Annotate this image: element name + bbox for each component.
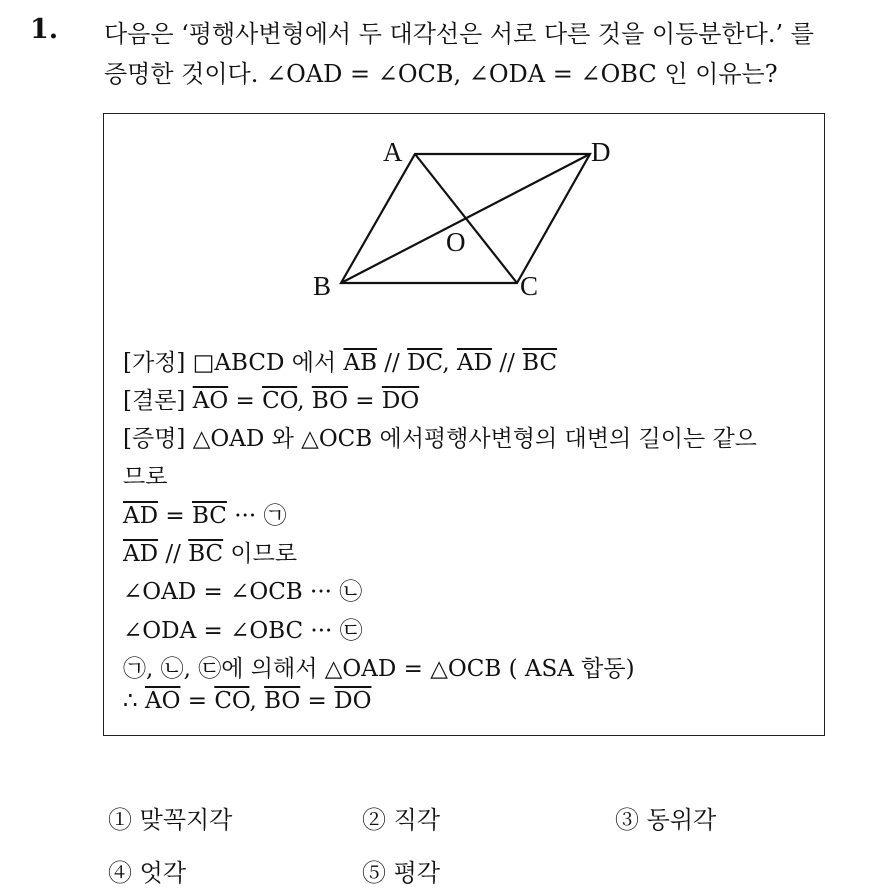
choice-3[interactable]: ③ 동위각 <box>615 806 717 834</box>
proof-line-step-3: ∠ODA = ∠OBC ··· ㉢ <box>123 618 363 644</box>
proof-line-therefore: ∴ $\overline{AO} = \overline{CO}$, $\overline{BO} = \overline{DO}$ <box>123 688 372 714</box>
parallelogram-figure <box>305 133 625 308</box>
choice-2[interactable]: ② 직각 <box>362 806 440 834</box>
vertex-label-b: B <box>313 271 332 301</box>
proof-line-assumption: [가정] □ABCD 에서 $\overline{AB} // \overline{DC}$, $\overline{AD} // \overline{BC}$ <box>123 350 558 376</box>
vertex-label-c: C <box>520 271 539 301</box>
proof-line-conclusion: [결론] $\overline{AO} = \overline{CO}$, $\overline{BO} = \overline{DO}$ <box>123 388 420 414</box>
question-text-line-1: 다음은 ‘평행사변형에서 두 대각선은 서로 다른 것을 이등분한다.’ 를 <box>104 20 814 48</box>
center-label-o: O <box>446 227 466 257</box>
question-number: 1. <box>30 14 59 45</box>
parallelogram-diagram <box>305 133 625 308</box>
vertex-label-d: D <box>591 137 611 167</box>
choice-5[interactable]: ⑤ 평각 <box>362 859 440 887</box>
vertex-label-a: A <box>383 137 403 167</box>
proof-line-step-1: $\overline{AD} = \overline{BC}$ ··· ㉠ <box>123 503 287 529</box>
proof-line-parallel: $\overline{AD} // \overline{BC}$ 이므로 <box>123 541 298 567</box>
choice-4[interactable]: ④ 엇각 <box>108 859 186 887</box>
proof-line-step-2: ∠OAD = ∠OCB ··· ㉡ <box>123 579 363 605</box>
question-text-line-2: 증명한 것이다. ∠OAD = ∠OCB, ∠ODA = ∠OBC 인 이유는? <box>104 60 778 88</box>
choice-1[interactable]: ① 맞꼭지각 <box>108 806 233 834</box>
proof-line-proof-start: [증명] △OAD 와 △OCB 에서평행사변형의 대변의 길이는 같으 <box>123 426 757 452</box>
proof-line-congruence: ㉠, ㉡, ㉢에 의해서 △OAD = △OCB ( ASA 합동) <box>123 656 635 682</box>
proof-line-continuation: 므로 <box>123 464 168 490</box>
